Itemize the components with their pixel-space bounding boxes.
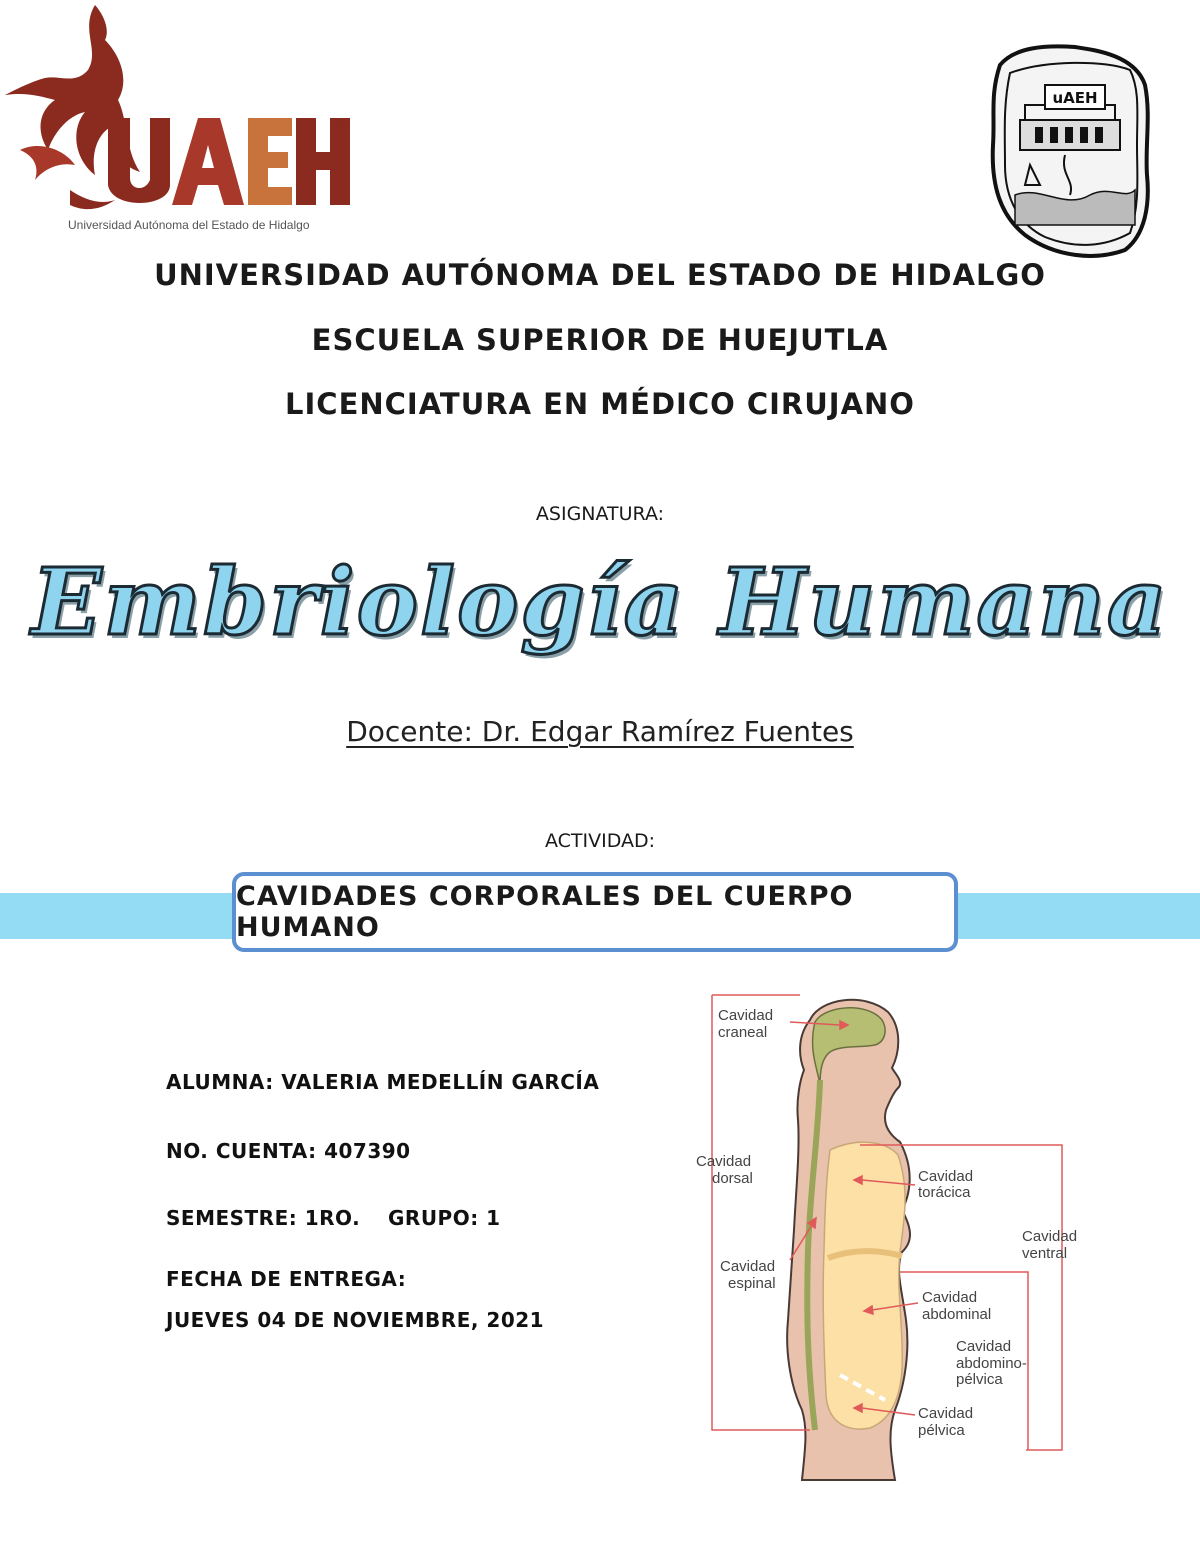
- label-ventral-1: Cavidad: [1022, 1228, 1078, 1245]
- label-dorsal-1: Cavidad: [696, 1153, 752, 1170]
- teacher-line: [0, 715, 1200, 748]
- account-number: NO. CUENTA: 407390: [166, 1139, 411, 1163]
- teacher-name: Docente: Dr. Edgar Ramírez Fuentes: [346, 715, 854, 748]
- label-ventral-2: ventral: [1022, 1245, 1068, 1262]
- label-toracica-1: Cavidad: [918, 1168, 974, 1185]
- label-abdpel-3: pélvica: [956, 1371, 1003, 1388]
- label-dorsal-2: dorsal: [712, 1170, 753, 1187]
- school-name: ESCUELA SUPERIOR DE HUEJUTLA: [311, 323, 889, 357]
- semester: SEMESTRE: 1RO.: [166, 1206, 361, 1230]
- label-espinal-1: Cavidad: [720, 1258, 776, 1275]
- label-abdpel-2: abdomino-: [956, 1355, 1027, 1372]
- label-abdominal-1: Cavidad: [922, 1289, 978, 1306]
- body-cavities-diagram: [690, 990, 1090, 1490]
- subject-label: ASIGNATURA:: [535, 503, 665, 525]
- label-pelvica-1: Cavidad: [918, 1405, 974, 1422]
- label-pelvica-2: pélvica: [918, 1422, 965, 1439]
- label-espinal-2: espinal: [728, 1275, 776, 1292]
- uaeh-logo: [0, 0, 360, 240]
- label-craneal-2: craneal: [718, 1024, 768, 1041]
- label-abdominal-2: abdominal: [922, 1306, 992, 1323]
- university-name: UNIVERSIDAD AUTÓNOMA DEL ESTADO DE HIDALGO: [154, 258, 1046, 292]
- logo-caption: Universidad Autónoma del Estado de Hidalgo: [68, 218, 310, 232]
- uaeh-letters: [108, 118, 350, 205]
- ventral-cavity: [823, 1142, 905, 1429]
- uaeh-seal: [985, 35, 1155, 263]
- label-toracica-2: torácica: [918, 1184, 971, 1201]
- activity-title: CAVIDADES CORPORALES DEL CUERPO HUMANO: [236, 881, 854, 943]
- degree-name: LICENCIATURA EN MÉDICO CIRUJANO: [285, 387, 915, 421]
- due-date-label: FECHA DE ENTREGA:: [166, 1267, 407, 1291]
- activity-label: ACTIVIDAD:: [544, 830, 656, 852]
- label-abdpel-1: Cavidad: [956, 1338, 1012, 1355]
- activity-title-box: [232, 872, 958, 952]
- student-name: ALUMNA: VALERIA MEDELLÍN GARCÍA: [166, 1070, 600, 1094]
- seal-letters: uAEH: [1052, 89, 1098, 107]
- due-date: JUEVES 04 DE NOVIEMBRE, 2021: [166, 1308, 545, 1332]
- registered-mark: ®: [338, 118, 349, 131]
- group: GRUPO: 1: [388, 1206, 501, 1230]
- subject-title: Embriología Humana: [31, 548, 1169, 656]
- label-craneal-1: Cavidad: [718, 1007, 774, 1024]
